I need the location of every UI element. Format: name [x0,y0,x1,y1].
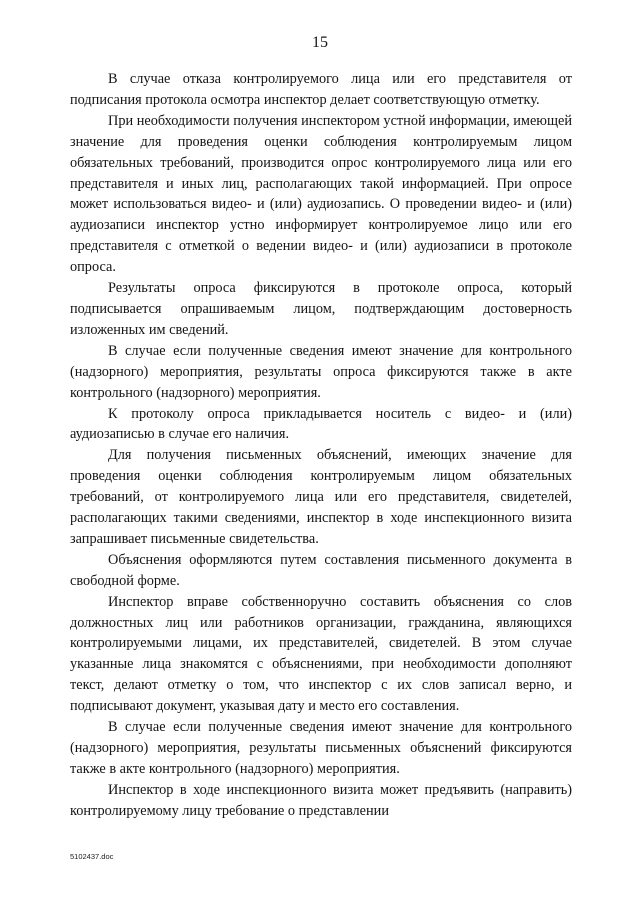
paragraph: В случае отказа контролируемого лица или его представителя от подписания протокола осмотра инспектор делает соответствующую отметку. [70,71,572,108]
footer-file-name: 5102437.doc [70,852,114,861]
document-body [70,69,572,822]
paragraph: При необходимости получения инспектором устной информации, имеющей значение для проведения оценки соблюдения контролируемым лицом обязательных требований, производится опрос контролируемого лица или его представителя и иных лиц, располагающих такой информацией. При опросе может использоваться видео- и (или) аудиозапись. О проведении видео- и (или) аудиозаписи инспектор устно информирует контролируемое лицо или его представителя с отметкой о ведении видео- и (или) аудиозаписи в протоколе опроса. [70,112,572,276]
paragraph: Результаты опроса фиксируются в протоколе опроса, который подписывается опрашиваемым лицом, подтверждающим достоверность изложенных им сведений. [70,280,572,338]
paragraph: Объяснения оформляются путем составления письменного документа в свободной форме. [70,551,572,589]
paragraph: В случае если полученные сведения имеют значение для контрольного (надзорного) мероприятия, результаты опроса фиксируются также в акте контрольного (надзорного) мероприятия. [70,342,572,401]
paragraph: Для получения письменных объяснений, имеющих значение для проведения оценки соблюдения контролируемым лицом обязательных требований, от контролируемого лица или его представителя, свидетелей, располагающих такими сведениями, инспектор в ходе инспекционного визита запрашивает письменные свидетельства. [70,447,572,547]
paragraph: К протоколу опроса прикладывается носитель с видео- и (или) аудиозаписью в случае его наличия. [70,405,572,443]
page-number: 15 [312,34,328,51]
paragraph: Инспектор в ходе инспекционного визита может предъявить (направить) контролируемому лицу требование о представлении [70,781,572,819]
paragraph: Инспектор вправе собственноручно составить объяснения со слов должностных лиц или работников организации, гражданина, являющихся контролируемыми лицами, их представителей, свидетелей. В этом случае указанные лица знакомятся с объяснениями, при необходимости дополняют текст, делают отметку о том, что инспектор с их слов записал верно, и подписывают документ, указывая дату и место его составления. [70,593,572,715]
paragraph: В случае если полученные сведения имеют значение для контрольного (надзорного) мероприятия, результаты письменных объяснений фиксируются также в акте контрольного (надзорного) мероприятия. [70,719,572,777]
